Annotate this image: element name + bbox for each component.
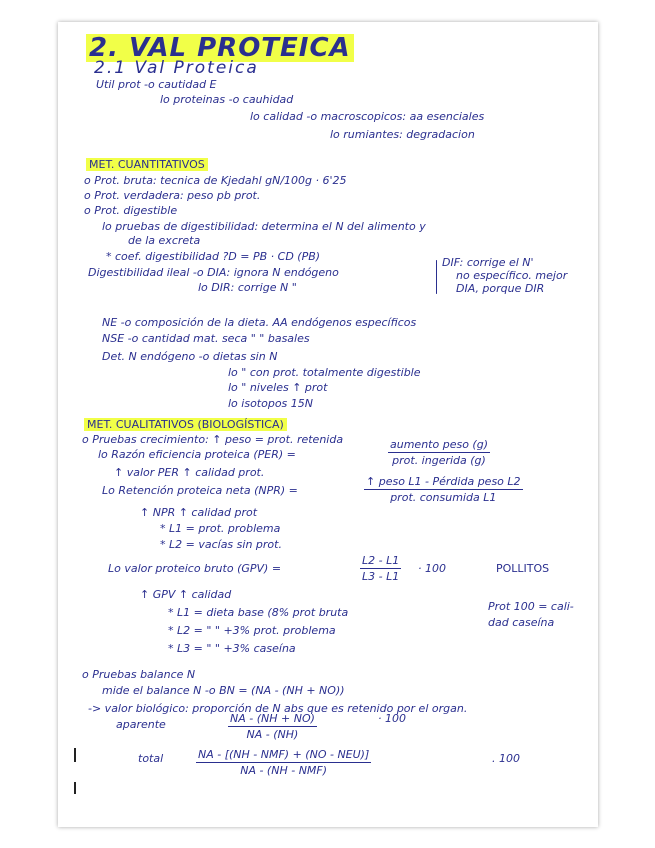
note-line: lo DIR: corrige N " [198, 281, 297, 294]
intro-line: lo rumiantes: degradacion [330, 128, 475, 141]
note-line: Digestibilidad ileal -o DIA: ignora N endógeno [88, 266, 339, 279]
vb-fraction [228, 712, 317, 741]
note-line: . 100 [492, 752, 520, 765]
note-line: NSE -o cantidad mat. seca " " basales [102, 332, 310, 345]
dif-note: no específico. mejor [456, 269, 568, 282]
page-title: 2. VAL PROTEICA [86, 34, 354, 62]
vb-numerator: NA - (NH + NO) [230, 712, 315, 725]
note-line: POLLITOS [496, 562, 550, 575]
note-line: * L3 = " " +3% caseína [168, 642, 296, 655]
note-line: · 100 [378, 712, 406, 725]
note-line: lo isotopos 15N [228, 397, 314, 410]
per-denominator: prot. ingerida (g) [392, 454, 486, 467]
note-line: o Pruebas crecimiento: ↑ peso = prot. retenida [82, 433, 344, 446]
npr-fraction [364, 475, 523, 504]
per-fraction [388, 438, 490, 467]
note-line: NE -o composición de la dieta. AA endógenos específicos [102, 316, 417, 329]
note-line: ↑ NPR ↑ calidad prot [140, 506, 258, 519]
note-line: mide el balance N -o BN = (NA - (NH + NO)) [102, 684, 345, 697]
notebook-page [58, 22, 598, 827]
vb-denominator: NA - (NH) [246, 728, 299, 741]
margin-mark [74, 748, 76, 762]
note-line: o Pruebas balance N [82, 668, 196, 681]
note-line: * coef. digestibilidad ?D = PB · CD (PB) [106, 250, 321, 263]
npr-denominator: prot. consumida L1 [390, 491, 497, 504]
note-line: lo Razón eficiencia proteica (PER) = [98, 448, 296, 461]
section-heading-quantitative: MET. CUANTITATIVOS [86, 158, 208, 171]
note-line: lo " niveles ↑ prot [228, 381, 328, 394]
note-line: dad caseína [488, 616, 555, 629]
note-line: de la excreta [128, 234, 201, 247]
margin-mark [74, 782, 76, 794]
note-line: lo pruebas de digestibilidad: determina el N del alimento y [102, 220, 426, 233]
per-numerator: aumento peso (g) [390, 438, 488, 451]
note-line: ↑ GPV ↑ calidad [140, 588, 232, 601]
gpv-fraction [360, 554, 401, 583]
total-fraction [196, 748, 371, 777]
dif-brace [436, 260, 437, 294]
note-line: * L1 = prot. problema [160, 522, 281, 535]
note-line: total [138, 752, 164, 765]
section-heading-qualitative: MET. CUALITATIVOS (BIOLOGÍSTICA) [84, 418, 287, 431]
note-line: Lo valor proteico bruto (GPV) = [108, 562, 282, 575]
intro-line: lo calidad -o macroscopicos: aa esenciales [250, 110, 485, 123]
note-line: * L2 = vacías sin prot. [160, 538, 282, 551]
dif-note: DIF: corrige el N' [442, 256, 534, 269]
note-line: lo " con prot. totalmente digestible [228, 366, 421, 379]
note-line: · 100 [418, 562, 446, 575]
note-line: Lo Retención proteica neta (NPR) = [102, 484, 298, 497]
note-line: -> valor biológico: proporción de N abs que es retenido por el organ. [88, 702, 468, 715]
note-line: Det. N endógeno -o dietas sin N [102, 350, 278, 363]
note-line: Prot 100 = cali- [488, 600, 574, 613]
total-numerator: NA - [(NH - NMF) + (NO - NEU)] [198, 748, 370, 761]
note-line: o Prot. bruta: tecnica de Kjedahl gN/100g · 6'25 [84, 174, 347, 187]
note-line: ↑ valor PER ↑ calidad prot. [114, 466, 265, 479]
intro-line: lo proteinas -o cauhidad [160, 93, 294, 106]
gpv-numerator: L2 - L1 [362, 554, 400, 567]
total-denominator: NA - (NH - NMF) [240, 764, 328, 777]
dif-note: DIA, porque DIR [456, 282, 545, 295]
page-subtitle: 2.1 Val Proteica [94, 58, 259, 78]
note-line: aparente [116, 718, 166, 731]
intro-line: Util prot -o cautidad E [96, 78, 217, 91]
note-line: * L1 = dieta base (8% prot bruta [168, 606, 349, 619]
npr-numerator: ↑ peso L1 - Pérdida peso L2 [366, 475, 521, 488]
note-line: * L2 = " " +3% prot. problema [168, 624, 336, 637]
gpv-denominator: L3 - L1 [362, 570, 400, 583]
note-line: o Prot. digestible [84, 204, 178, 217]
note-line: o Prot. verdadera: peso pb prot. [84, 189, 261, 202]
